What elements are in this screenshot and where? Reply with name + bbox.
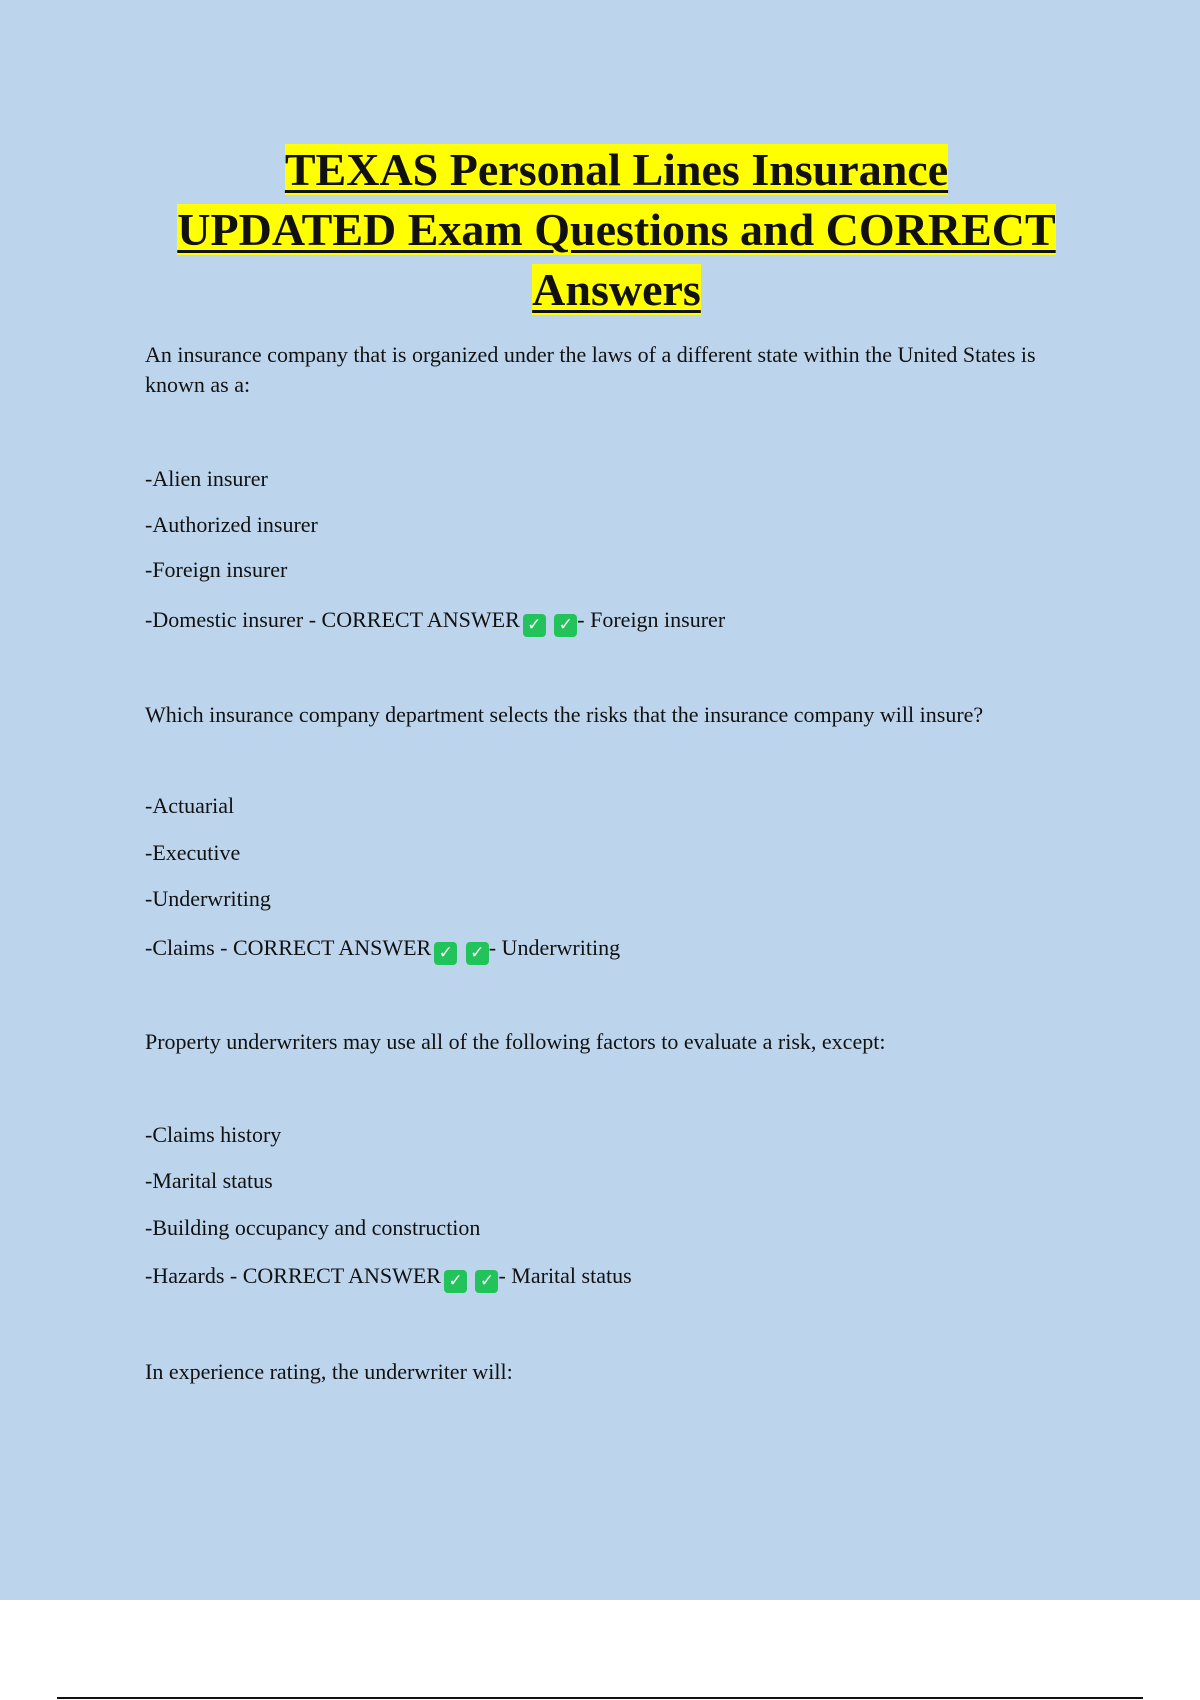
check-mark-icon: ✓ xyxy=(434,942,457,965)
check-mark-icon: ✓ xyxy=(554,614,577,637)
correct-answer-line xyxy=(145,1261,632,1293)
answer-option: -Claims history xyxy=(145,1122,282,1147)
question-text: An insurance company that is organized under the laws of a different state within the United States is known as a: xyxy=(145,342,1036,397)
question-text: In experience rating, the underwriter will: xyxy=(145,1359,513,1384)
check-mark-icon: ✓ xyxy=(466,942,489,965)
title-line-3: Answers xyxy=(532,264,701,315)
answer-option: -Actuarial xyxy=(145,793,235,818)
title-line-2: UPDATED Exam Questions and CORRECT xyxy=(177,204,1056,255)
question-text: Which insurance company department selects the risks that the insurance company will insure? xyxy=(145,702,984,727)
check-mark-icon: ✓ xyxy=(475,1270,498,1293)
check-mark-icon: ✓ xyxy=(444,1270,467,1293)
correct-answer-line xyxy=(145,933,620,965)
correct-answer-line xyxy=(145,605,725,637)
correct-answer: - Underwriting xyxy=(488,935,621,960)
answer-option: -Underwriting xyxy=(145,886,271,911)
answer-option: -Domestic insurer - CORRECT ANSWER xyxy=(145,607,520,632)
answer-option: -Executive xyxy=(145,840,241,865)
title-line-1: TEXAS Personal Lines Insurance xyxy=(284,144,949,195)
correct-answer: - Foreign insurer xyxy=(577,607,726,632)
answer-option: -Foreign insurer xyxy=(145,557,288,582)
document-title xyxy=(80,140,1153,320)
answer-option: -Claims - CORRECT ANSWER xyxy=(145,935,432,960)
correct-answer: - Marital status xyxy=(498,1263,632,1288)
question-text: Property underwriters may use all of the following factors to evaluate a risk, except: xyxy=(145,1029,886,1054)
footer-divider xyxy=(57,1697,1143,1699)
answer-option: -Building occupancy and construction xyxy=(145,1215,481,1240)
answer-option: -Hazards - CORRECT ANSWER xyxy=(145,1263,441,1288)
answer-option: -Marital status xyxy=(145,1168,273,1193)
check-mark-icon: ✓ xyxy=(523,614,546,637)
answer-option: -Alien insurer xyxy=(145,466,268,491)
answer-option: -Authorized insurer xyxy=(145,512,318,537)
